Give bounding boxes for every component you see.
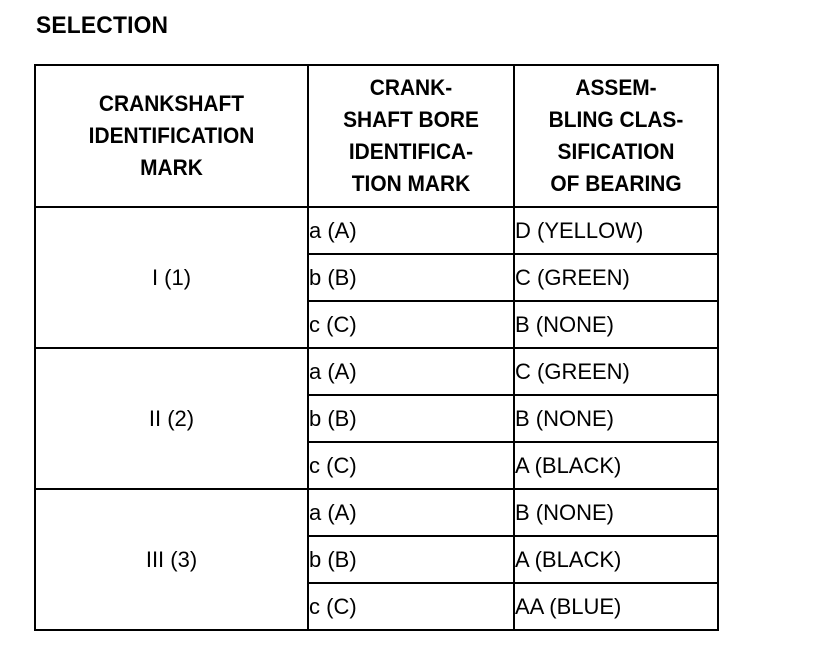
page-title: SELECTION [36, 12, 169, 39]
table-row [35, 489, 718, 536]
header-line: IDENTIFICA- [348, 139, 474, 164]
bore-mark-cell: b (B) [308, 536, 514, 583]
bearing-class-cell: B (NONE) [514, 489, 718, 536]
bore-mark-cell: c (C) [308, 301, 514, 348]
header-line: CRANK- [369, 75, 453, 100]
bearing-class-cell: C (GREEN) [514, 254, 718, 301]
bore-mark-cell: a (A) [308, 489, 514, 536]
bearing-class-cell: AA (BLUE) [514, 583, 718, 630]
table-row [35, 348, 718, 395]
header-line: SHAFT BORE [343, 107, 479, 132]
bore-mark-cell: a (A) [308, 207, 514, 254]
bore-mark-cell: c (C) [308, 583, 514, 630]
bearing-selection-table [34, 64, 719, 631]
table-row [35, 207, 718, 254]
header-crankshaft-mark [35, 65, 308, 207]
header-line: IDENTIFICATION [88, 123, 255, 148]
header-line: ASSEM- [575, 75, 657, 100]
bore-mark-cell: a (A) [308, 348, 514, 395]
crankshaft-mark-cell: I (1) [35, 207, 308, 348]
bore-mark-cell: b (B) [308, 254, 514, 301]
header-line: OF BEARING [550, 171, 682, 196]
bore-mark-cell: c (C) [308, 442, 514, 489]
bearing-class-cell: B (NONE) [514, 395, 718, 442]
bearing-class-cell: D (YELLOW) [514, 207, 718, 254]
header-bore-mark [308, 65, 514, 207]
bore-mark-cell: b (B) [308, 395, 514, 442]
crankshaft-mark-cell: II (2) [35, 348, 308, 489]
header-row [35, 65, 718, 207]
header-line: BLING CLAS- [548, 107, 684, 132]
bearing-class-cell: A (BLACK) [514, 536, 718, 583]
header-bearing-class [514, 65, 718, 207]
crankshaft-mark-cell: III (3) [35, 489, 308, 630]
bearing-class-cell: A (BLACK) [514, 442, 718, 489]
header-line: MARK [140, 155, 203, 180]
bearing-class-cell: C (GREEN) [514, 348, 718, 395]
bearing-class-cell: B (NONE) [514, 301, 718, 348]
header-line: TION MARK [351, 171, 471, 196]
header-line: SIFICATION [557, 139, 675, 164]
header-line: CRANKSHAFT [98, 91, 245, 116]
